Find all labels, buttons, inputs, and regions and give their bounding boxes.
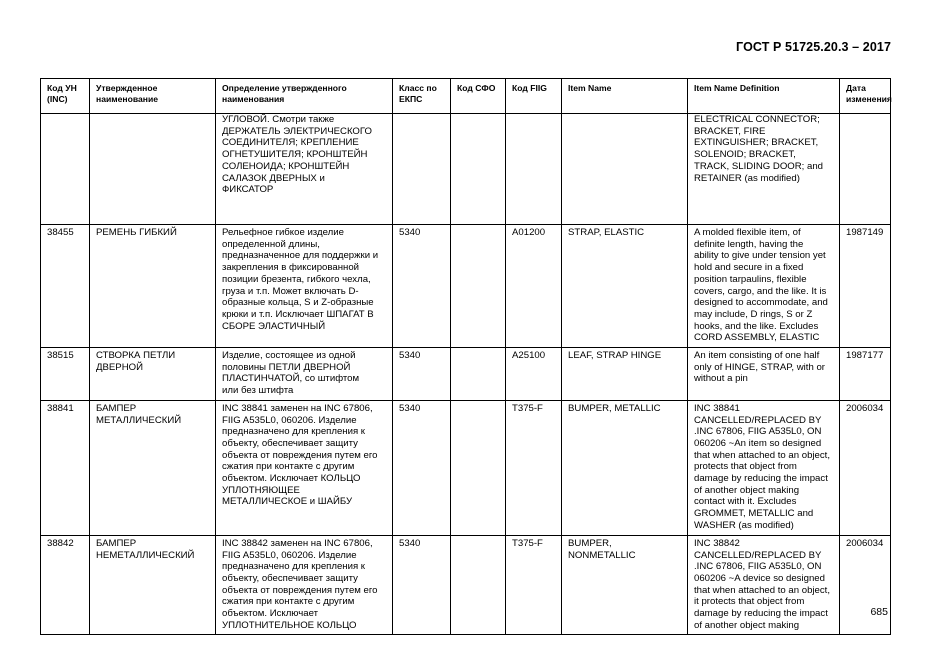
cell-definition: INC 38842 заменен на INC 67806, FIIG A535L0, 060206. Изделие предназначено для крепления к объекту, обеспечивает защиту объекта от повреждения путем его сжатия при контакте с другим объектом. Исключает УПЛОТНИТЕЛЬНОЕ КОЛЬЦО: [216, 535, 393, 635]
cell-item-definition: A molded flexible item, of definite length, having the ability to give under tension yet hold and secure in a fixed position tarpaulins, flexible covers, cargo, and the like. It is designed to accommodate, and may include, D rings, S or Z hooks, and the like. Excludes CORD ASSEMBLY, ELASTIC: [688, 225, 840, 348]
col-header-fiig-code: Код FIIG: [506, 79, 562, 114]
cell-inc: 38455: [41, 225, 90, 348]
cell-approved-name: [90, 114, 216, 225]
cell-sfo-code: [451, 114, 506, 225]
col-header-definition: Определение утвержденного наименования: [216, 79, 393, 114]
cell-inc: 38842: [41, 535, 90, 635]
cell-sfo-code: [451, 400, 506, 535]
cell-item-definition: INC 38842 CANCELLED/REPLACED BY .INC 67806, FIIG A535L0, ON 060206 ~A device so designed that when attached to an object, it protects that object from damage by reducing the impact of another object making: [688, 535, 840, 635]
cell-ekps-class: 5340: [393, 535, 451, 635]
cell-inc: [41, 114, 90, 225]
col-header-sfo-code: Код СФО: [451, 79, 506, 114]
table-row: [41, 114, 891, 225]
table-row: [41, 535, 891, 635]
cell-definition: INC 38841 заменен на INC 67806, FIIG A535L0, 060206. Изделие предназначено для крепления к объекту, обеспечивает защиту объекта от повреждения путем его сжатия при контакте с другим объектом. Исключает КОЛЬЦО УПЛОТНЯЮЩЕЕ МЕТАЛЛИЧЕСКОЕ и ШАЙБУ: [216, 400, 393, 535]
cell-change-date: 2006034: [840, 535, 891, 635]
cell-fiig-code: T375-F: [506, 400, 562, 535]
cell-item-name: LEAF, STRAP HINGE: [562, 348, 688, 401]
col-header-item-name: Item Name: [562, 79, 688, 114]
col-header-change-date: Дата изменения: [840, 79, 891, 114]
col-header-item-definition: Item Name Definition: [688, 79, 840, 114]
cell-change-date: [840, 114, 891, 225]
cell-ekps-class: [393, 114, 451, 225]
col-header-approved-name: Утвержденное наименование: [90, 79, 216, 114]
table-header-row: [41, 79, 891, 114]
col-header-ekps-class: Класс по ЕКПС: [393, 79, 451, 114]
cell-item-name: [562, 114, 688, 225]
cell-approved-name: БАМПЕР НЕМЕТАЛЛИЧЕСКИЙ: [90, 535, 216, 635]
cell-ekps-class: 5340: [393, 348, 451, 401]
cell-sfo-code: [451, 348, 506, 401]
cell-inc: 38841: [41, 400, 90, 535]
catalog-table: [40, 78, 891, 635]
table-row: [41, 348, 891, 401]
cell-fiig-code: A01200: [506, 225, 562, 348]
cell-inc: 38515: [41, 348, 90, 401]
cell-change-date: 2006034: [840, 400, 891, 535]
cell-ekps-class: 5340: [393, 225, 451, 348]
cell-approved-name: РЕМЕНЬ ГИБКИЙ: [90, 225, 216, 348]
cell-definition: Изделие, состоящее из одной половины ПЕТЛИ ДВЕРНОЙ ПЛАСТИНЧАТОЙ, со штифтом или без штифта: [216, 348, 393, 401]
cell-change-date: 1987177: [840, 348, 891, 401]
page-number: 685: [870, 606, 888, 618]
cell-item-definition: An item consisting of one half only of HINGE, STRAP, with or without a pin: [688, 348, 840, 401]
cell-sfo-code: [451, 225, 506, 348]
cell-item-name: BUMPER, METALLIC: [562, 400, 688, 535]
cell-fiig-code: A25100: [506, 348, 562, 401]
cell-definition: Рельефное гибкое изделие определенной длины, предназначенное для поддержки и закрепления в фиксированной позиции брезента, гибкого чехла, груза и т.п. Может включать D- образные кольца, S и Z-образные крюки и т.п. Исключает ШПАГАТ В СБОРЕ ЭЛАСТИЧНЫЙ: [216, 225, 393, 348]
cell-fiig-code: T375-F: [506, 535, 562, 635]
cell-item-name: BUMPER, NONMETALLIC: [562, 535, 688, 635]
cell-item-definition: ELECTRICAL CONNECTOR; BRACKET, FIRE EXTINGUISHER; BRACKET, SOLENOID; BRACKET, TRACK, SLIDING DOOR; and RETAINER (as modified): [688, 114, 840, 225]
cell-fiig-code: [506, 114, 562, 225]
cell-item-definition: INC 38841 CANCELLED/REPLACED BY .INC 67806, FIIG A535L0, ON 060206 ~An item so designed that when attached to an object, protects that object from damage by reducing the impact of another object making contact with it. Excludes GROMMET, METALLIC and WASHER (as modified): [688, 400, 840, 535]
cell-approved-name: БАМПЕР МЕТАЛЛИЧЕСКИЙ: [90, 400, 216, 535]
cell-item-name: STRAP, ELASTIC: [562, 225, 688, 348]
document-id: ГОСТ Р 51725.20.3 – 2017: [736, 40, 891, 54]
cell-ekps-class: 5340: [393, 400, 451, 535]
table-row: [41, 225, 891, 348]
cell-change-date: 1987149: [840, 225, 891, 348]
table-row: [41, 400, 891, 535]
cell-sfo-code: [451, 535, 506, 635]
col-header-inc: Код УН (INC): [41, 79, 90, 114]
cell-approved-name: СТВОРКА ПЕТЛИ ДВЕРНОЙ: [90, 348, 216, 401]
cell-definition: УГЛОВОЙ. Смотри также ДЕРЖАТЕЛЬ ЭЛЕКТРИЧЕСКОГО СОЕДИНИТЕЛЯ; КРЕПЛЕНИЕ ОГНЕТУШИТЕЛЯ; КРОНШТЕЙН СОЛЕНОИДА; КРОНШТЕЙН САЛАЗОК ДВЕРНЫХ и ФИКСАТОР: [216, 114, 393, 225]
